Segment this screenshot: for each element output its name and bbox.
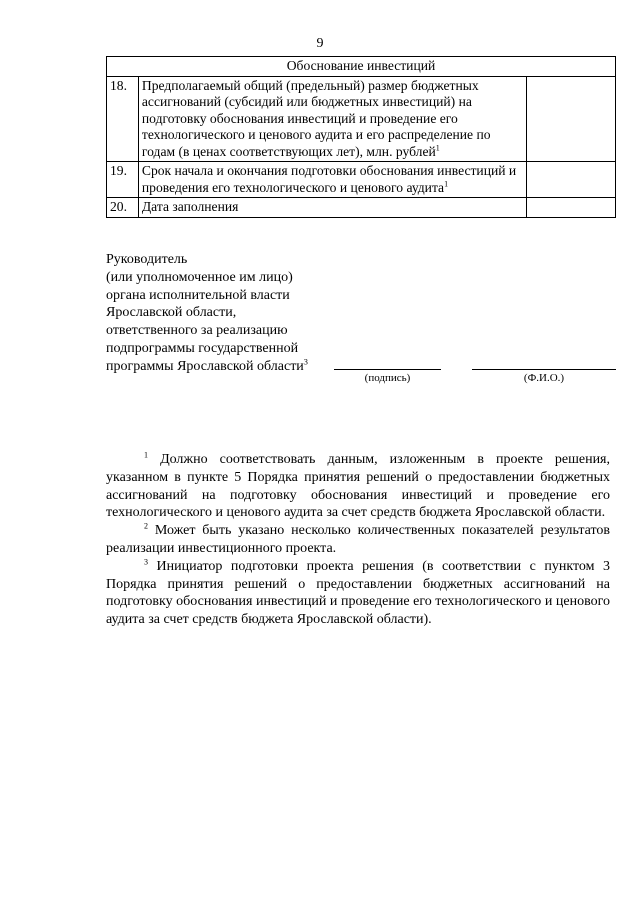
signer-line: Ярославской области, <box>106 305 237 321</box>
name-label: (Ф.И.О.) <box>523 372 565 384</box>
investment-justification-table <box>106 56 616 218</box>
row-text: Дата заполнения <box>141 199 239 214</box>
footnote-mark: 2 <box>144 521 148 531</box>
signature-label: (подпись) <box>364 372 411 384</box>
row-value-cell <box>527 162 616 198</box>
row-description <box>138 198 526 218</box>
footnote-mark: 1 <box>144 450 148 460</box>
row-text: Предполагаемый общий (предельный) размер бюджетных ассигнований (субсидий или бюджетных инвестиций) на подготовку обоснования инвестиций и проведение его технологического и ценового аудита и его распределение по годам (в ценах соответствующих лет), млн. рублей <box>141 77 491 159</box>
footnotes <box>106 451 610 629</box>
row-value-cell <box>527 76 616 162</box>
row-text: Срок начала и окончания подготовки обоснования инвестиций и проведения его технологического и ценового аудита <box>141 163 517 195</box>
row-description <box>138 162 526 198</box>
signer-line: подпрограммы государственной <box>106 340 299 356</box>
signer-line: органа исполнительной власти <box>106 287 290 303</box>
signer-block <box>106 251 346 376</box>
signer-line-text: программы Ярославской области <box>106 358 304 374</box>
signer-line: Руководитель <box>106 252 188 267</box>
footnote <box>106 451 610 522</box>
row-value-cell <box>527 198 616 218</box>
signature-line <box>334 369 441 384</box>
row-number: 20. <box>107 198 139 218</box>
footnote-ref: 1 <box>435 142 440 152</box>
footnote <box>106 522 610 558</box>
footnote-text: Инициатор подготовки проекта решения (в соответствии с пунктом 3 Порядка принятия решений о предоставлении бюджетных ассигнований на подготовку обоснования инвестиций и проведение его технологического и ценового аудита за счет средств бюджета Ярославской области). <box>106 558 611 628</box>
signer-line <box>106 358 346 376</box>
row-number: 18. <box>107 76 139 162</box>
row-description <box>138 76 526 162</box>
table-row <box>107 76 616 162</box>
footnote <box>106 558 610 629</box>
table-row <box>107 162 616 198</box>
table-header: Обоснование инвестиций <box>107 57 616 77</box>
footnote-mark: 3 <box>144 557 148 567</box>
footnote-ref: 1 <box>444 178 449 188</box>
name-line <box>472 369 616 384</box>
signer-line: ответственного за реализацию <box>106 323 288 339</box>
footnote-text: Должно соответствовать данным, изложенным в проекте решения, указанном в пункте 5 Порядка принятия решений о предоставлении бюджетных ассигнований на подготовку обоснования инвестиций и проведение его технологического и ценового аудита за счет средств бюджета Ярославской области. <box>106 452 611 521</box>
signer-line: (или уполномоченное им лицо) <box>106 269 293 285</box>
table-row <box>107 198 616 218</box>
footnote-ref: 3 <box>303 357 308 367</box>
row-number: 19. <box>107 162 139 198</box>
footnote-text: Может быть указано несколько количественных показателей результатов реализации инвестиционного проекта. <box>106 523 611 556</box>
page-number: 9 <box>316 36 324 51</box>
table-header-row <box>107 57 616 77</box>
